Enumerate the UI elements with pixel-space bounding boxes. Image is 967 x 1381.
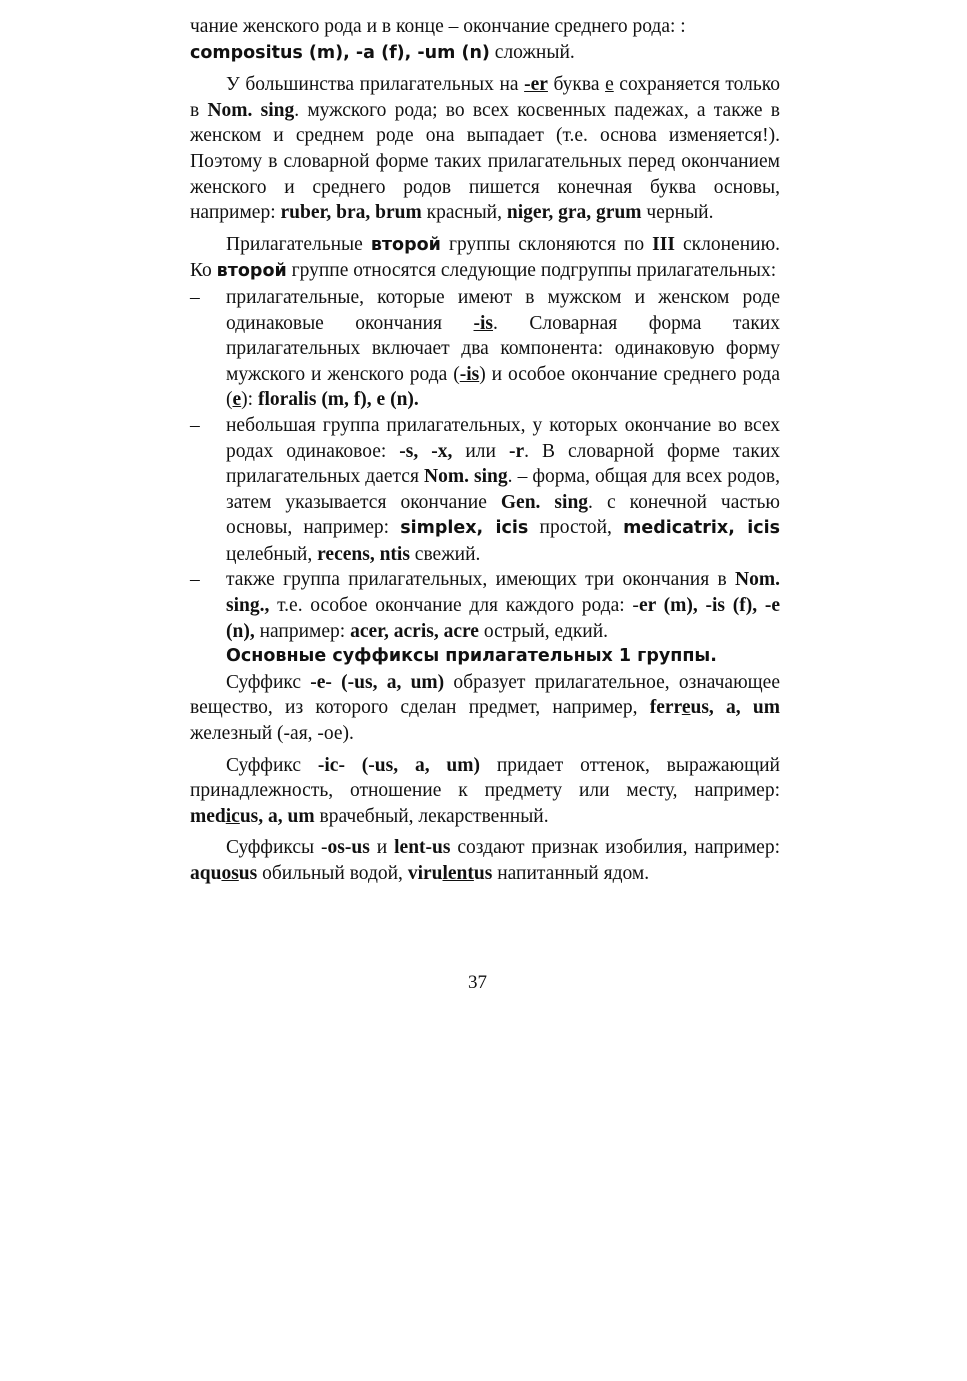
text-run: свежий. xyxy=(409,543,481,565)
text-run: прилагательные, которые имеют в мужском и женском роде одинаковые окончания xyxy=(226,286,780,334)
text-run: придает оттенок, выражающий принадлежность, отношение к предмету или месту, например: xyxy=(190,754,780,802)
bold-term: niger, gra, grum xyxy=(506,202,642,224)
paragraph-suffix-os-lent xyxy=(190,835,780,886)
text-run: склонению. Ко xyxy=(190,233,781,282)
text-run: . В словарной форме таких прилагательных дается xyxy=(226,440,780,488)
text-run: aqu xyxy=(190,863,222,884)
text-run: острый, едкий. xyxy=(478,620,609,642)
text-run: чание женского рода и в конце – окончание среднего рода: : xyxy=(190,16,686,37)
list-dash: – xyxy=(190,569,200,591)
text-run: т.е. особое окончание для каждого рода: - xyxy=(269,595,639,617)
text-run: med xyxy=(190,805,226,827)
underlined-ending: -is xyxy=(459,363,480,385)
text-run: Суффикс xyxy=(226,754,318,776)
text-run: группе относятся следующие подгруппы прилагательных: xyxy=(286,260,777,282)
paragraph-suffix-ic xyxy=(190,753,780,830)
bold-term: er (m), -is (f), -e (n), xyxy=(226,595,780,642)
list-dash: – xyxy=(190,286,200,308)
bold-term: floralis (m, f), e (n). xyxy=(257,389,419,411)
underlined-suffix: os xyxy=(221,863,239,884)
text-run: также группа прилагательных, имеющих три окончания в xyxy=(226,569,736,591)
bold-term xyxy=(190,863,257,884)
underlined-ending: e xyxy=(232,389,242,411)
bold-term: Nom. sing., xyxy=(226,569,780,617)
paragraph-er-adjectives xyxy=(190,72,780,226)
paragraph-suffix-e xyxy=(190,670,780,747)
list-item xyxy=(190,567,780,644)
bold-term xyxy=(190,806,315,827)
list-item xyxy=(190,413,780,568)
bold-term xyxy=(408,863,493,884)
page-number: 37 xyxy=(468,972,487,993)
bold-term: recens, ntis xyxy=(317,543,410,565)
text-run: сложный. xyxy=(489,41,575,63)
text-run: и xyxy=(369,837,395,859)
bold-term: III xyxy=(652,233,675,255)
text-run: . Словарная форма таких прилагательных включает два компонента: одинаковую форму мужского и женского рода ( xyxy=(226,312,780,385)
text-run: us xyxy=(473,863,493,884)
text-run: . – форма, общая для всех родов, затем указывается окончание xyxy=(226,466,780,513)
underlined-suffix: lent xyxy=(442,863,474,884)
underlined-letter: e xyxy=(605,74,614,96)
text-run: буква xyxy=(547,74,606,96)
bold-term: acer, acris, acre xyxy=(350,620,479,642)
bold-term: compositus (m), -a (f), -um (n) xyxy=(190,42,490,63)
underlined-ending: -is xyxy=(473,312,494,334)
paragraph-compositus xyxy=(190,14,780,66)
text-run: или xyxy=(452,440,509,462)
bold-term: -r xyxy=(508,440,525,462)
text-run: напитанный ядом. xyxy=(492,863,650,884)
bold-term: os-us xyxy=(327,837,370,859)
text-run: ): xyxy=(241,389,258,411)
list-dash: – xyxy=(190,414,200,436)
text-run: железный (-ая, -ое). xyxy=(190,723,354,745)
underlined-ending: -er xyxy=(524,74,548,96)
text-run: простой, xyxy=(528,517,624,539)
text-run: образует прилагательное, означающее вещество, из которого сделан предмет, например, xyxy=(190,671,780,719)
bold-term: ruber, bra, brum xyxy=(280,202,422,224)
text-run: красный, xyxy=(421,202,507,224)
bold-term: второй xyxy=(216,261,287,282)
bold-term: второй xyxy=(370,234,441,255)
text-run: Суффиксы - xyxy=(226,837,328,859)
section-heading: Основные суффиксы прилагательных 1 группы. xyxy=(226,646,717,667)
text-run: У большинства прилагательных на xyxy=(226,74,525,96)
text-run: us, a, um xyxy=(239,805,315,827)
bold-term: Nom. sing xyxy=(207,99,295,121)
text-run: us, a, um xyxy=(690,697,780,719)
bold-term: -s, -x, xyxy=(399,440,453,462)
text-run: обильный водой, xyxy=(257,863,408,884)
text-run: viru xyxy=(407,863,443,884)
text-run: создают признак изобилия, например: xyxy=(450,837,780,859)
text-run: небольшая группа прилагательных, у которых окончание во всех родах одинаковое: xyxy=(226,414,780,462)
bold-term xyxy=(650,697,780,718)
text-run: Прилагательные xyxy=(226,233,371,255)
text-run: . мужского рода; во всех косвенных падежах, а также в женском и среднем роде она выпадает (т.е. основа изменяется!). Поэтому в словарной форме таких прилагательных перед окончанием женского и среднего родов пишется конечная буква основы, например: xyxy=(190,99,780,224)
paragraph-second-group xyxy=(190,232,780,285)
text-run: . с конечной частью основы, например: xyxy=(226,491,780,539)
bold-term: -ic- (-us, a, um) xyxy=(317,754,481,776)
body-text xyxy=(190,14,780,887)
bold-term: Nom. sing xyxy=(424,466,508,488)
bold-term: -e- (-us, a, um) xyxy=(310,671,445,693)
text-run: Суффикс xyxy=(226,671,311,693)
text-run: us xyxy=(238,863,258,884)
underlined-suffix: ic xyxy=(225,805,240,827)
text-run: черный. xyxy=(641,202,714,224)
text-run: врачебный, лекарственный. xyxy=(314,805,549,827)
text-run: целебный, xyxy=(226,543,318,565)
bold-term: medicatrix, icis xyxy=(623,518,781,539)
bold-term: lent-us xyxy=(394,837,451,859)
list-item xyxy=(190,285,780,413)
bold-term: Gen. sing xyxy=(500,491,589,513)
text-run: ferr xyxy=(649,697,682,719)
text-run: ) и особое окончание среднего рода ( xyxy=(226,363,780,411)
text-run: сохраняется только в xyxy=(190,74,780,121)
text-run: группы склоняются по xyxy=(440,233,653,255)
bold-term: simplex, icis xyxy=(400,518,529,539)
text-run: например: xyxy=(254,620,351,642)
underlined-suffix: e xyxy=(681,697,691,719)
